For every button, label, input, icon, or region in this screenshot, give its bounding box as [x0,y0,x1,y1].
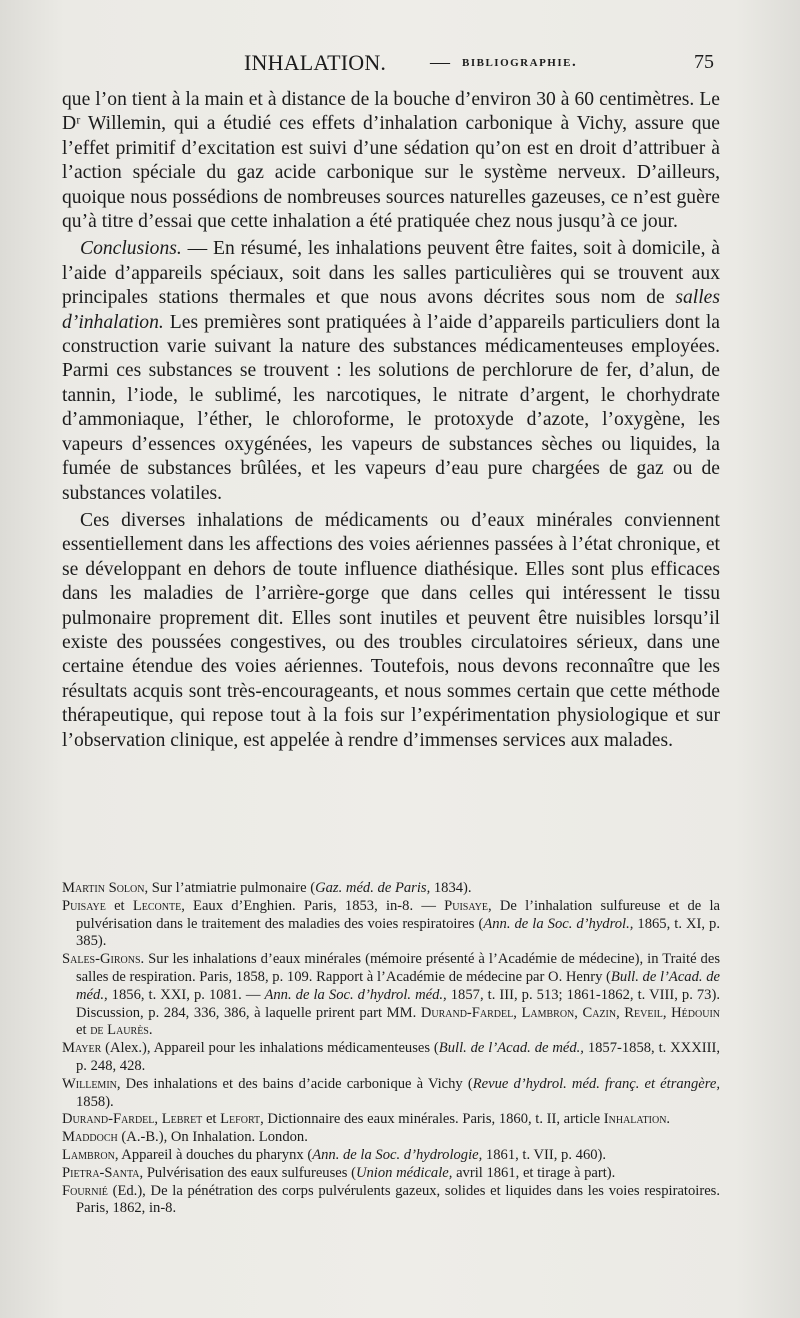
text-run: 1865, t. XI, p. 385). [76,915,720,950]
reference-entry [62,1076,720,1112]
reference-entry [62,1111,720,1129]
text-run: et [105,897,133,914]
author-name: Lambron [62,1146,115,1163]
text-run: 1856, t. XXI, p. 1081. — [107,986,265,1003]
journal-title: Revue d’hydrol. méd. franç. et étrangère, [472,1075,721,1092]
author-name: Puisaye [62,897,106,914]
author-name: Maddoch [62,1129,118,1146]
text-run: — En résumé, les inhalations peuvent être faites, soit à domicile, à l’aide d’appareils spéciaux, soit dans les salles particulières qui se trouvent aux principales stations thermales et que nous avons décrites sous nom de [62,238,720,309]
journal-title: Gaz. méd. de Paris, [315,880,431,896]
text-run: (A.-B.), On Inhalation. London. [117,1129,308,1146]
italic-text: salles d’inhalation. [62,287,720,333]
text-run: , Des inhalations et des bains d’acide carbonique à Vichy ( [116,1075,473,1092]
author-name: Pietra-Santa [62,1164,140,1181]
reference-entry [62,1165,720,1183]
text-run: 1858). [76,1093,114,1110]
text-run: , Appareil à douches du pharynx ( [114,1146,313,1163]
text-run: (Alex.), Appareil pour les inhalations médicamenteuses ( [101,1040,439,1057]
text-run: , Sur l’atmiatrie pulmonaire ( [144,880,316,896]
running-title: INHALATION. [244,50,387,75]
author-name: Leconte [132,897,182,914]
author-name: Durand-Fardel [62,1111,155,1128]
running-subtitle: bibliographie. [462,54,578,70]
reference-entry [62,898,720,951]
author-name: Puisaye [444,897,488,914]
reference-entry [62,1183,720,1219]
author-name: de Laurès [90,1022,149,1039]
author-name: Lebret [161,1111,203,1128]
italic-text: Conclusions. [80,238,182,260]
text-run: . [666,1111,671,1128]
reference-entry [62,1129,720,1147]
text-run: 1857, t. III, p. 513; 1861-1862, t. VIII, p. 73). Discussion, p. 284, 336, 386, à laquelle prirent part MM. [76,986,720,1021]
running-header [60,50,720,80]
author-name: Lefort [220,1111,261,1128]
text-run: . [148,1022,153,1039]
text-run: 1861, t. VII, p. 460). [482,1146,607,1163]
author-name: Willemin [62,1075,117,1092]
text-run: 1857-1858, t. XXXIII, p. 248, 428. [76,1040,720,1074]
author-name: Mayer [62,1040,102,1057]
reference-entry [62,951,720,1040]
journal-title: Union médicale, [355,1164,453,1181]
text-run: , Eaux d’Enghien. Paris, 1853, in-8. — [181,897,445,914]
text-run: , Pulvérisation des eaux sulfureuses ( [139,1164,356,1181]
text-run: et [76,1022,91,1039]
journal-title: Ann. de la Soc. d’hydrol., [483,915,634,932]
text-run: que l’on tient à la main et à distance de la bouche d’environ 30 à 60 centimètres. Le Dʳ Willemin, qui a étudié ces effets d’inhalation carbonique à Vichy, assure que l’effet primitif d’excitation est suivi d’une sédation qu’on est en droit d’attribuer à l’action spéciale du gaz acide carbonique sur le système nerveux. D’ailleurs, quoique nous possédions de nombreuses sources naturelles gazeuses, ce n’est guère qu’à titre d’essai que cette inhalation a été pratiquée chez nous jusqu’à ce jour. [62,89,720,233]
author-name: Sales-Girons [62,951,141,968]
paragraph [62,237,720,505]
text-run: Les premières sont pratiquées à l’aide d’appareils particuliers dont la construction varie suivant la nature des substances médicamenteuses employées. Parmi ces substances se trouvent : les solutions de perchlorure de fer, d’alun, de tannin, l’iode, le sublimé, les narcotiques, le nitrate d’argent, le chorhydrate d’ammoniaque, l’éther, le chloroforme, le protoxyde d’azote, l’oxygène, les vapeurs d’essences oxygénées, les vapeurs de substances sèches ou liquides, la fumée de substances brûlées, et les vapeurs d’eau pure chargées de gaz ou de substances volatiles. [62,311,720,504]
reference-entry [62,1147,720,1165]
reference-entry [62,1040,720,1076]
text-run: , [154,1111,162,1128]
text-run: et [202,1111,221,1128]
author-name: Fournié [62,1182,108,1199]
bibliography [62,880,720,1218]
text-run: avril 1861, et tirage à part). [452,1164,616,1181]
text-run: (Ed.), De la pénétration des corps pulvérulents gazeux, solides et liquides dans les voies respiratoires. Paris, 1862, in-8. [76,1182,720,1217]
text-run: , De l’inhalation sulfureuse et de la pulvérisation dans le traitement des maladies des voies respiratoires ( [76,897,720,932]
body-text [62,88,720,753]
text-run: Ces diverses inhalations de médicaments ou d’eaux minérales conviennent essentiellement dans les affections des voies aériennes passées à l’état chronique, et se développant en dehors de toute influence diathésique. Elles sont plus efficaces dans les maladies de l’arrière-gorge que dans celles qui intéressent le tissu pulmonaire proprement dit. Elles sont inutiles et peuvent être nuisibles lorsqu’il existe des poussées congestives, ou des troubles circulatoires sérieux, dans une certaine étendue des voies aériennes. Toutefois, nous devons reconnaître que les résultats acquis sont très-encourageants, et nous sommes certain que cette méthode thérapeutique, qui repose tout à la fois sur l’expérimentation physiologique et sur l’observation clinique, est appelée à rendre d’immenses services aux malades. [62,509,720,751]
text-run: 1834). [430,880,472,896]
paragraph [62,509,720,753]
page-number: 75 [694,51,714,73]
text-run: . Sur les inhalations d’eaux minérales (mémoire présenté à l’Académie de médecine), in Traité des salles de respiration. Paris, 1858, p. 109. Rapport à l’Académie de médecine par O. Henry ( [76,951,720,985]
journal-title: Bull. de l’Acad. de méd., [438,1040,584,1057]
journal-title: Ann. de la Soc. d’hydrol. méd., [264,986,447,1003]
author-name: Inhalation [603,1111,667,1128]
journal-title: Bull. de l’Acad. de méd., [76,968,720,1003]
author-name: Durand-Fardel, Lambron, Cazin, Reveil, Hédouin [420,1004,721,1021]
author-name: Martin Solon [62,880,145,896]
header-dash: — [430,51,450,73]
text-run: , Dictionnaire des eaux minérales. Paris, 1860, t. II, article [260,1111,604,1128]
reference-entry [62,880,720,898]
paragraph [62,88,720,234]
journal-title: Ann. de la Soc. d’hydrologie, [312,1146,483,1163]
